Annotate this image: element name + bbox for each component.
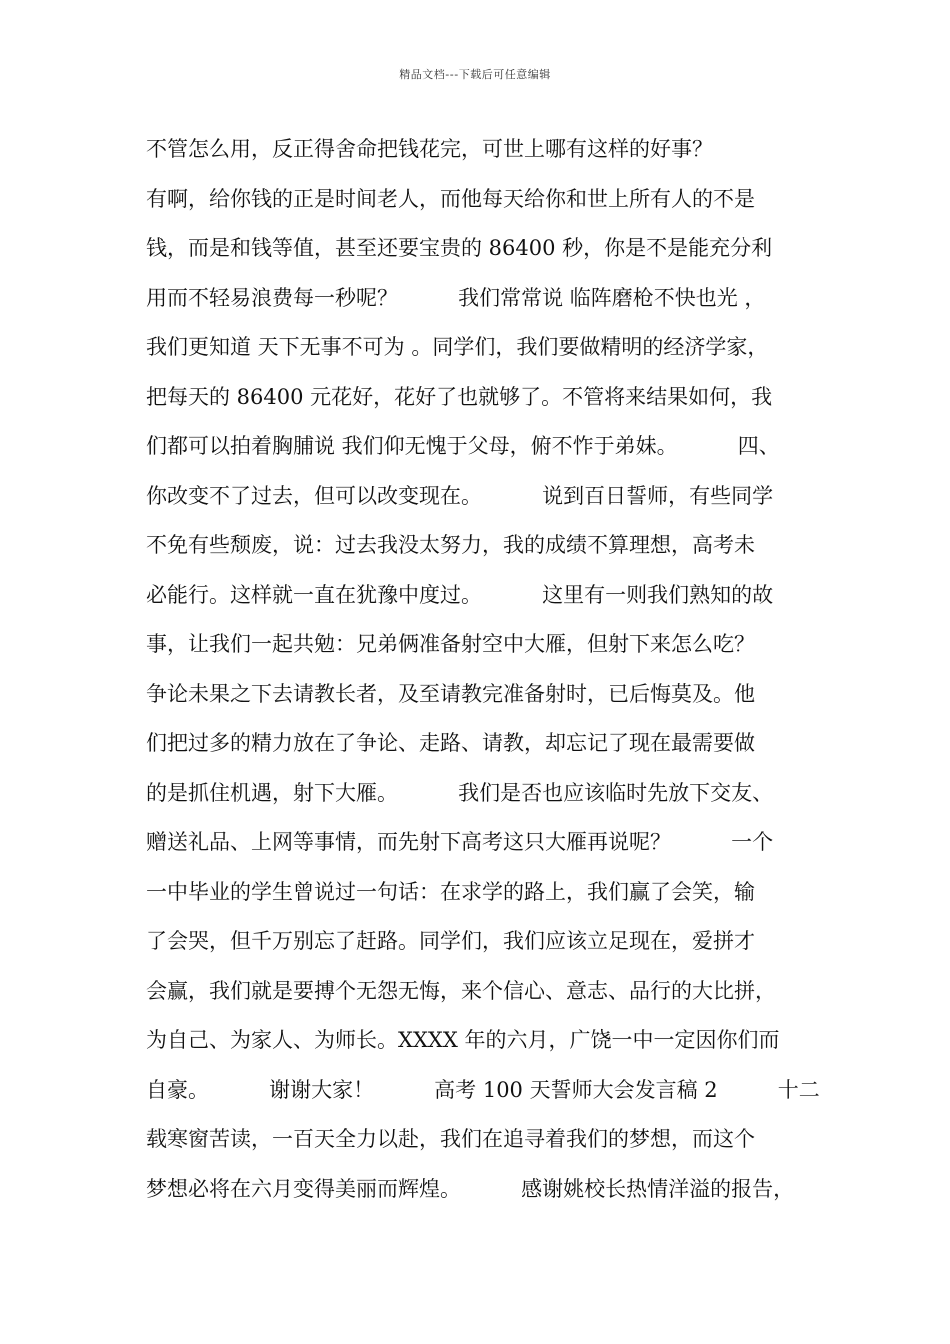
- text-line: 用而不轻易浪费每一秒呢？ 我们常常说 临阵磨枪不快也光 ，: [146, 285, 766, 310]
- text-line: 载寒窗苦读，一百天全力以赴，我们在追寻着我们的梦想，而这个: [146, 1127, 755, 1151]
- text-line: 不免有些颓废，说：过去我没太努力，我的成绩不算理想，高考未: [146, 533, 755, 557]
- text-line: 必能行。这样就一直在犹豫中度过。 这里有一则我们熟知的故: [146, 582, 774, 607]
- text-line: 争论未果之下去请教长者，及至请教完准备射时，已后悔莫及。他: [146, 681, 755, 706]
- text-line: 不管怎么用，反正得舍命把钱花完，可世上哪有这样的好事？: [146, 137, 713, 161]
- text-line: 们把过多的精力放在了争论、走路、请教，却忘记了现在最需要做: [146, 731, 755, 755]
- text-line: 有啊，给你钱的正是时间老人，而他每天给你和世上所有人的不是: [146, 186, 755, 211]
- text-line: 赠送礼品、上网等事情，而先射下高考这只大雁再说呢？ 一个: [146, 830, 774, 854]
- text-line: 会赢，我们就是要搏个无怨无悔，来个信心、意志、品行的大比拼，: [146, 978, 776, 1003]
- text-line: 了会哭，但千万别忘了赶路。同学们，我们应该立足现在，爱拼才: [146, 929, 755, 953]
- document-body: [146, 128, 826, 1217]
- text-line: 为自己、为家人、为师长。XXXX 年的六月，广饶一中一定因你们而: [146, 1028, 780, 1052]
- text-line: 梦想必将在六月变得美丽而辉煌。 感谢姚校长热情洋溢的报告，: [146, 1176, 795, 1201]
- text-line: 你改变不了过去，但可以改变现在。 说到百日誓师，有些同学: [146, 483, 774, 508]
- text-line: 们都可以拍着胸脯说 我们仰无愧于父母，俯不怍于弟妹。 四、: [146, 434, 780, 458]
- text-line: 钱，而是和钱等值，甚至还要宝贵的 86400 秒，你是不是能充分利: [146, 236, 773, 260]
- text-line: 自豪。 谢谢大家！ 高考 100 天誓师大会发言稿 2 十二: [146, 1077, 820, 1102]
- text-line: 的是抓住机遇，射下大雁。 我们是否也应该临时先放下交友、: [146, 780, 774, 805]
- text-line: 我们更知道 天下无事不可为 。同学们，我们要做精明的经济学家，: [146, 335, 769, 359]
- text-line: 事，让我们一起共勉：兄弟俩准备射空中大雁，但射下来怎么吃？: [146, 632, 755, 656]
- text-line: 把每天的 86400 元花好，花好了也就够了。不管将来结果如何，我: [146, 384, 773, 409]
- page-header: 精品文档---下载后可任意编辑: [399, 68, 551, 81]
- text-line: 一中毕业的学生曾说过一句话：在求学的路上，我们赢了会笑，输: [146, 879, 755, 904]
